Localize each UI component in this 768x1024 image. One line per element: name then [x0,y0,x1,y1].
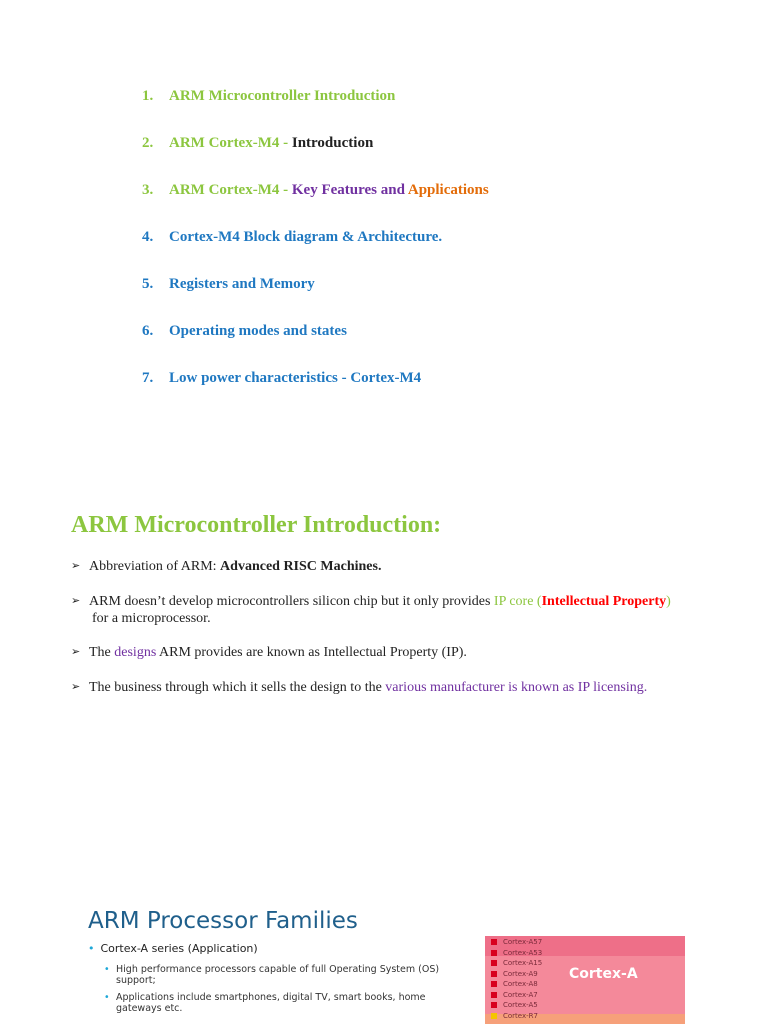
toc-number: 5. [142,276,154,292]
toc-number: 7. [142,370,154,386]
bullet-item [71,679,711,696]
toc-text: Registers and Memory [169,276,315,292]
cortex-core-row [491,980,542,991]
cortex-core-row [491,959,542,970]
toc-item-7[interactable] [142,369,421,387]
bullet-text-highlight: various manufacturer is known as IP licensing. [385,680,648,695]
bullet-text: ARM provides are known as Intellectual Property (IP). [156,645,467,660]
bullet-text-highlight: ) [666,594,671,609]
cortex-a-label: Cortex-A [569,966,638,982]
cortex-core-name: Cortex-A8 [503,980,538,988]
toc-text: Applications [407,182,489,198]
toc-text: Operating modes and states [169,323,347,339]
arrow-bullet-icon: ➢ [71,646,81,658]
toc-item-5[interactable] [142,275,315,293]
red-square-icon [491,992,497,998]
toc-text: ARM Cortex-M4 - [169,135,292,151]
arrow-bullet-icon: ➢ [71,595,81,607]
red-square-icon [491,960,497,966]
slide-title: ARM Processor Families [88,908,358,934]
cortex-core-row [491,949,542,960]
bullet-text-continued: for a microprocessor. [92,611,211,626]
bullet-text-highlight: IP core ( [493,594,542,609]
red-square-icon [491,1002,497,1008]
toc-text: Low power characteristics - Cortex-M4 [169,370,422,386]
slide-bullet-text: Cortex-A series (Application) [100,942,258,955]
cortex-core-name: Cortex-A57 [503,938,543,946]
cortex-core-list [491,938,542,1022]
cortex-core-row [491,938,542,949]
bullet-text-highlight: Intellectual Property [541,594,667,609]
toc-text: ARM Microcontroller Introduction [169,88,396,104]
slide-sub-bullet-text: Applications include smartphones, digital TV, smart books, home gateways etc. [116,992,426,1014]
toc-item-3[interactable] [142,181,489,199]
bullet-text: The [89,645,115,660]
cortex-core-name: Cortex-A5 [503,1001,538,1009]
bullet-text-bold: Advanced RISC Machines. [220,559,382,574]
toc-text: Key Features and [291,182,408,198]
bullet-item [71,593,711,627]
cortex-core-name: Cortex-A15 [503,959,543,967]
cortex-core-row [491,991,542,1002]
bullet-text-highlight: designs [114,645,157,660]
toc-text: Introduction [291,135,374,151]
bullet-dot-icon: • [88,942,95,955]
toc-number: 2. [142,135,154,151]
cortex-core-name: Cortex-A9 [503,969,538,978]
toc-item-1[interactable] [142,87,395,105]
slide-sub-bullet-text: High performance processors capable of full Operating System (OS) support; [116,964,440,986]
toc-number: 1. [142,88,154,104]
bullet-dot-icon: • [104,964,110,975]
toc-item-4[interactable] [142,228,442,246]
toc-item-2[interactable] [142,134,373,152]
section-heading: ARM Microcontroller Introduction: [71,512,442,538]
toc-text: ARM Cortex-M4 - [169,182,292,198]
slide-sub-bullet [104,964,456,986]
toc-text: Cortex-M4 Block diagram & Architecture. [169,229,443,245]
slide-sub-bullet [104,992,456,1014]
toc-number: 6. [142,323,154,339]
arrow-bullet-icon: ➢ [71,681,81,693]
toc-number: 3. [142,182,154,198]
arm-processor-families-slide [80,900,700,1024]
cortex-core-name: Cortex-A53 [503,948,543,957]
bullet-item [71,558,711,575]
bullet-item [71,644,711,661]
slide-bullet [88,942,258,955]
red-square-icon [491,971,497,977]
red-square-icon [491,950,497,956]
yellow-square-icon [491,1013,497,1019]
arrow-bullet-icon: ➢ [71,560,81,572]
red-square-icon [491,981,497,987]
bullet-text: Abbreviation of ARM: [89,559,221,574]
cortex-core-name: Cortex-A7 [503,990,538,999]
bullet-text: The business through which it sells the design to the [89,680,386,695]
bullet-text: ARM doesn’t develop microcontrollers silicon chip but it only provides [89,594,494,609]
toc-number: 4. [142,229,154,245]
cortex-core-row [491,970,542,981]
cortex-core-row [491,1001,542,1012]
cortex-a-family-box [485,936,685,1024]
red-square-icon [491,939,497,945]
cortex-core-name: Cortex-R7 [503,1011,538,1020]
toc-item-6[interactable] [142,322,347,340]
cortex-core-row [491,1012,542,1023]
bullet-dot-icon: • [104,992,110,1003]
